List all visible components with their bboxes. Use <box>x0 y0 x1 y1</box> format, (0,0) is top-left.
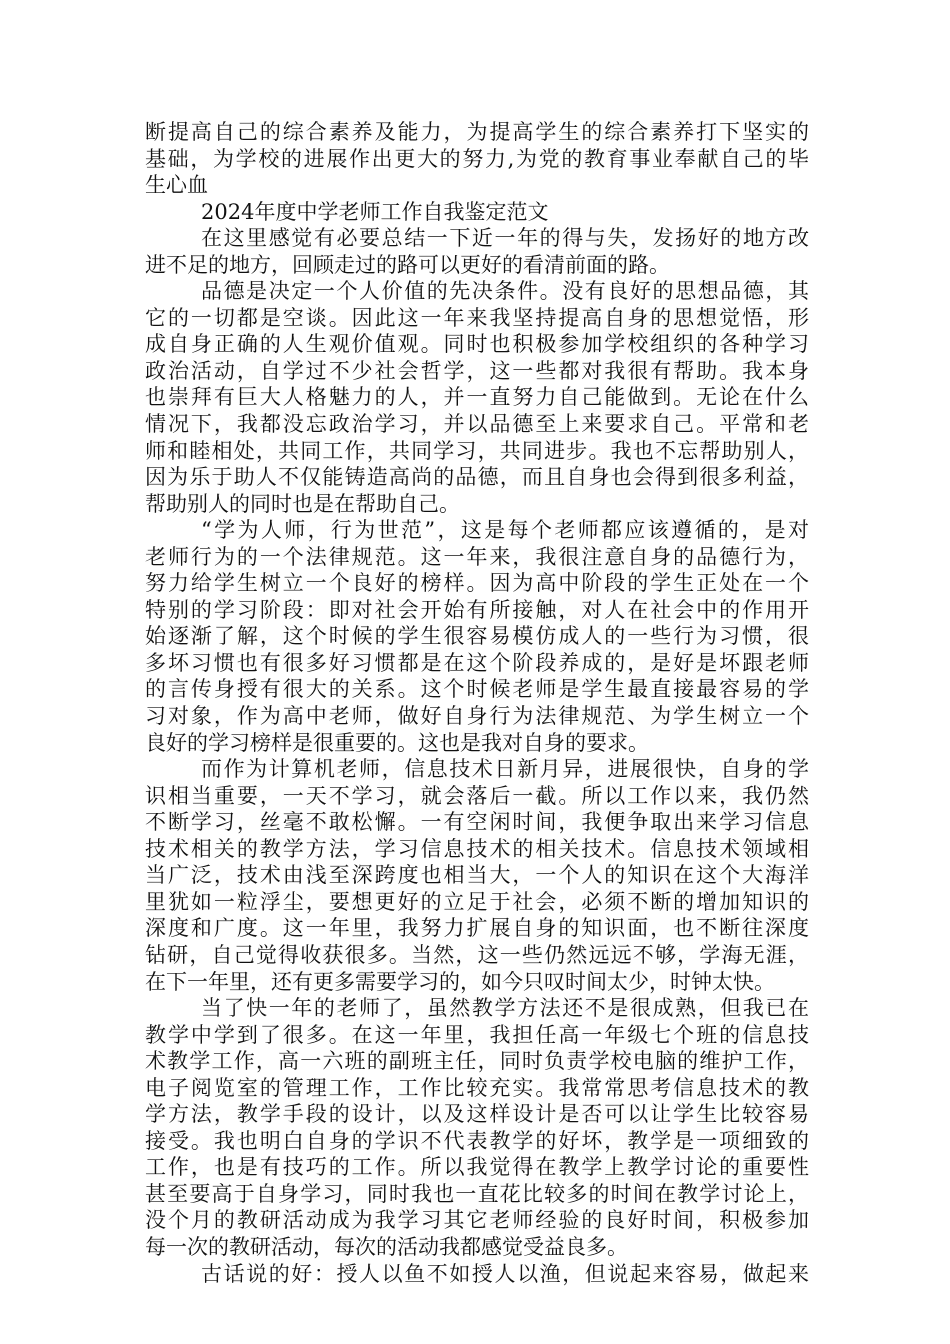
paragraph-line: 教学中学到了很多。在这一年里，我担任高一年级七个班的信息技 <box>145 1022 809 1047</box>
paragraph-line: 古话说的好：授人以鱼不如授人以渔，但说起来容易，做起来 <box>201 1261 809 1286</box>
paragraph-line: 甚至要高于自身学习，同时我也一直花比较多的时间在教学讨论上， <box>145 1181 809 1206</box>
paragraph-line: 帮助别人的同时也是在帮助自己。 <box>145 491 460 516</box>
paragraph-line: 不断学习，丝毫不敢松懈。一有空闲时间，我便争取出来学习信息 <box>145 810 809 835</box>
paragraph-line: 特别的学习阶段：即对社会开始有所接触，对人在社会中的作用开 <box>145 597 809 622</box>
paragraph-line: 技术相关的教学方法，学习信息技术的相关技术。信息技术领域相 <box>145 836 809 861</box>
paragraph-line: 当广泛，技术由浅至深跨度也相当大，一个人的知识在这个大海洋 <box>145 863 809 888</box>
paragraph-line: 在下一年里，还有更多需要学习的，如今只叹时间太少，时钟太快。 <box>145 969 775 994</box>
paragraph-line: 术教学工作，高一六班的副班主任，同时负责学校电脑的维护工作， <box>145 1049 809 1074</box>
paragraph-line: 的言传身授有很大的关系。这个时候老师是学生最直接最容易的学 <box>145 677 809 702</box>
paragraph-line: 情况下，我都没忘政治学习，并以品德至上来要求自己。平常和老 <box>145 412 809 437</box>
paragraph-line: 品德是决定一个人价值的先决条件。没有良好的思想品德，其 <box>201 279 809 304</box>
paragraph-line: 因为乐于助人不仅能铸造高尚的品德，而且自身也会得到很多利益， <box>145 465 809 490</box>
intro-line: 基础，为学校的进展作出更大的努力,为党的教育事业奉献自己的毕 <box>145 146 809 171</box>
paragraph-line: 始逐渐了解，这个时候的学生很容易模仿成人的一些行为习惯，很 <box>145 624 809 649</box>
paragraph-line: 成自身正确的人生观价值观。同时也积极参加学校组织的各种学习 <box>145 332 809 357</box>
paragraph-line: “学为人师，行为世范”，这是每个老师都应该遵循的，是对 <box>201 518 809 543</box>
paragraph-line: 工作，也是有技巧的工作。所以我觉得在教学上教学讨论的重要性 <box>145 1155 809 1180</box>
intro-line: 生心血 <box>145 173 208 198</box>
paragraph-line: 里犹如一粒浮尘，要想更好的立足于社会，必须不断的增加知识的 <box>145 889 809 914</box>
document-body <box>145 119 809 1287</box>
paragraph-line: 良好的学习榜样是很重要的。这也是我对自身的要求。 <box>145 730 649 755</box>
paragraph-line: 它的一切都是空谈。因此这一年来我坚持提高自身的思想觉悟，形 <box>145 305 809 330</box>
intro-line: 断提高自己的综合素养及能力，为提高学生的综合素养打下坚实的 <box>145 120 809 144</box>
paragraph-line: 每一次的教研活动，每次的活动我都感觉受益良多。 <box>145 1234 628 1259</box>
paragraph-line: 进不足的地方，回顾走过的路可以更好的看清前面的路。 <box>145 252 670 277</box>
paragraph-line: 而作为计算机老师，信息技术日新月异，进展很快，自身的学 <box>201 757 809 782</box>
paragraph-line: 多坏习惯也有很多好习惯都是在这个阶段养成的，是好是坏跟老师 <box>145 650 809 675</box>
paragraph-line: 没个月的教研活动成为我学习其它老师经验的良好时间，积极参加 <box>145 1208 809 1233</box>
paragraph-line: 在这里感觉有必要总结一下近一年的得与失，发扬好的地方改 <box>201 226 809 251</box>
paragraph-line: 当了快一年的老师了，虽然教学方法还不是很成熟，但我已在 <box>201 996 809 1021</box>
paragraph-line: 电子阅览室的管理工作，工作比较充实。我常常思考信息技术的教 <box>145 1075 809 1100</box>
paragraph-line: 政治活动，自学过不少社会哲学，这一些都对我很有帮助。我本身 <box>145 358 809 383</box>
paragraph-line: 努力给学生树立一个良好的榜样。因为高中阶段的学生正处在一个 <box>145 571 809 596</box>
paragraph-line: 也崇拜有巨大人格魅力的人，并一直努力自己能做到。无论在什么 <box>145 385 809 410</box>
paragraph-line: 钻研，自己觉得收获很多。当然，这一些仍然远远不够，学海无涯， <box>145 942 809 967</box>
paragraph-line: 接受。我也明白自身的学识不代表教学的好坏，教学是一项细致的 <box>145 1128 809 1153</box>
paragraph-line: 深度和广度。这一年里，我努力扩展自身的知识面，也不断往深度 <box>145 916 809 941</box>
document-title: 2024年度中学老师工作自我鉴定范文 <box>201 199 549 224</box>
paragraph-line: 师和睦相处，共同工作，共同学习，共同进步。我也不忘帮助别人， <box>145 438 809 463</box>
paragraph-line: 老师行为的一个法律规范。这一年来，我很注意自身的品德行为， <box>145 544 809 569</box>
paragraph-line: 学方法，教学手段的设计，以及这样设计是否可以让学生比较容易 <box>145 1102 809 1127</box>
paragraph-line: 习对象，作为高中老师，做好自身行为法律规范、为学生树立一个 <box>145 704 809 729</box>
paragraph-line: 识相当重要，一天不学习，就会落后一截。所以工作以来，我仍然 <box>145 783 809 808</box>
